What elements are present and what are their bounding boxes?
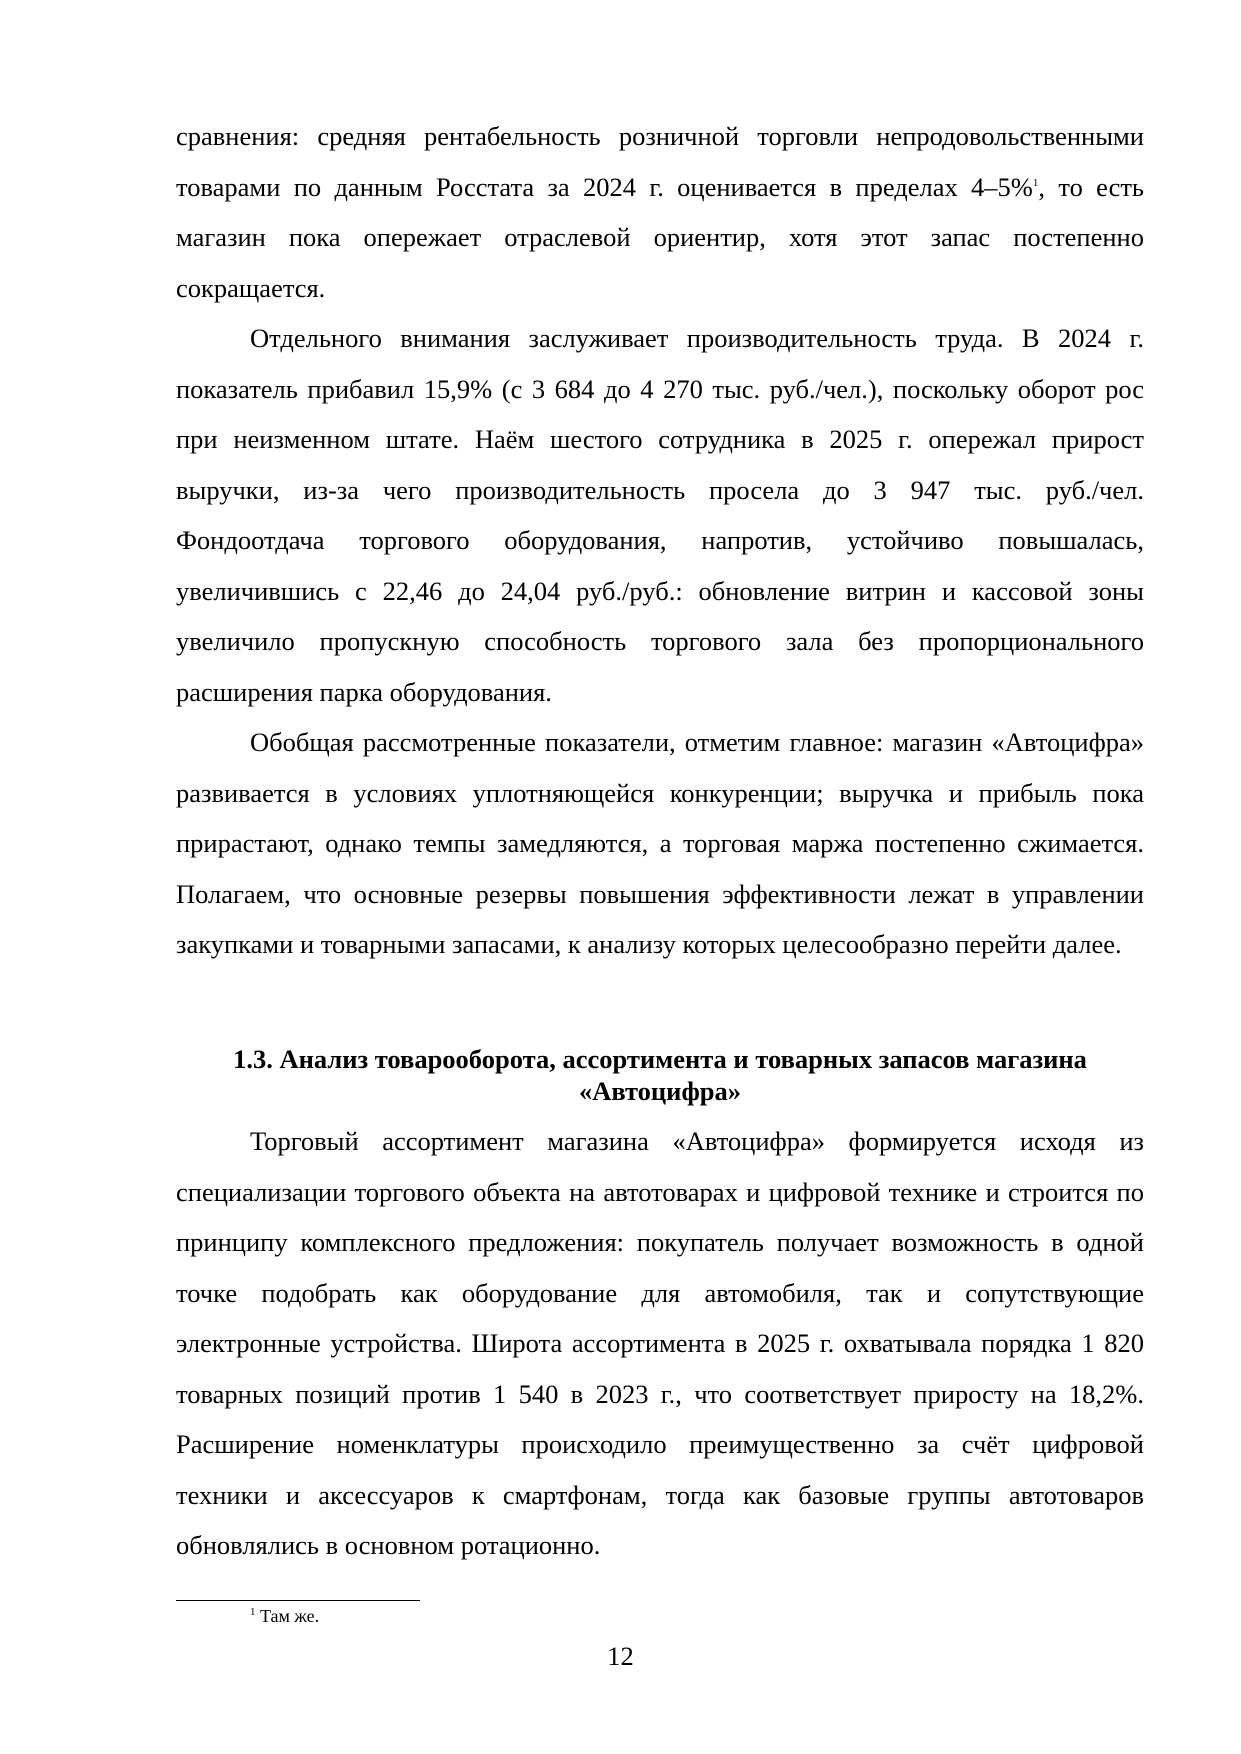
section-heading: [176, 1043, 1144, 1107]
footnote-number: 1: [250, 1606, 256, 1618]
paragraph-text: сравнения: средняя рентабельность розничной торговли непродовольственными товарами по данным Росстата за 2024 г. оценивается в пределах 4–5%: [176, 121, 1144, 202]
paragraph-labor-productivity: Отдельного внимания заслуживает производительность труда. В 2024 г. показатель прибавил 15,9% (с 3 684 до 4 270 тыс. руб./чел.), поскольку оборот рос при неизменном штате. Наём шестого сотрудника в 2025 г. опережал прирост выручки, из-за чего производительность просела до 3 947 тыс. руб./чел. Фондоотдача торгового оборудования, напротив, устойчиво повышалась, увеличившись с 22,46 до 24,04 руб./руб.: обновление витрин и кассовой зоны увеличило пропускную способность торгового зала без пропорционального расширения парка оборудования.: [176, 323, 1144, 707]
paragraph-summary: Обобщая рассмотренные показатели, отметим главное: магазин «Автоцифра» развивается в условиях уплотняющейся конкуренции; выручка и прибыль пока прирастают, однако темпы замедляются, а торговая маржа постепенно сжимается. Полагаем, что основные резервы повышения эффективности лежат в управлении закупками и товарными запасами, к анализу которых целесообразно перейти далее.: [176, 727, 1144, 959]
page-number: 12: [607, 1641, 634, 1671]
footnote: [250, 1604, 319, 1628]
paragraph-continuation: [176, 111, 1144, 313]
body-text-top: [176, 111, 1144, 970]
footnote-reference[interactable]: 1: [1032, 176, 1039, 189]
footnote-text: Там же.: [260, 1606, 320, 1626]
section-heading-line-2: «Автоцифра»: [578, 1076, 742, 1106]
paragraph-text: , то есть магазин пока опережает отраслевой ориентир, хотя этот запас постепенно сокращается.: [176, 171, 1144, 303]
paragraph-assortment: Торговый ассортимент магазина «Автоцифра» формируется исходя из специализации торгового объекта на автотоварах и цифровой технике и строится по принципу комплексного предложения: покупатель получает возможность в одной точке подобрать как оборудование для автомобиля, так и сопутствующие электронные устройства. Широта ассортимента в 2025 г. охватывала порядка 1 820 товарных позиций против 1 540 в 2023 г., что соответствует приросту на 18,2%. Расширение номенклатуры происходило преимущественно за счёт цифровой техники и аксессуаров к смартфонам, тогда как базовые группы автотоваров обновлялись в основном ротационно.: [176, 1126, 1144, 1560]
body-text-bottom: [176, 1116, 1144, 1571]
section-heading-line-1: 1.3. Анализ товарооборота, ассортимента и товарных запасов магазина: [233, 1044, 1087, 1074]
footnote-separator: [176, 1600, 420, 1601]
